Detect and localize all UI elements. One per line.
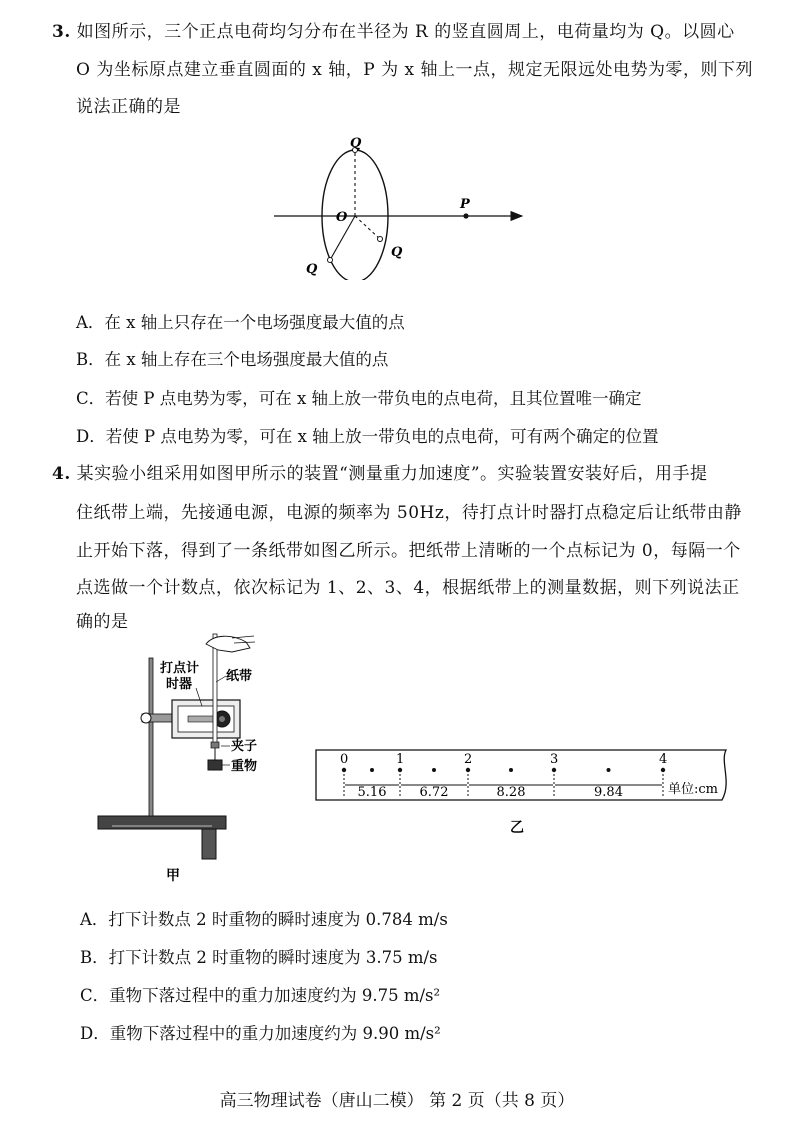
label-q-top: Q	[350, 136, 362, 151]
q4-stem-line-4: 点选做一个计数点，依次标记为 1、2、3、4，根据纸带上的测量数据，则下列说法正	[76, 578, 740, 598]
label-q-right: Q	[391, 245, 403, 260]
q3-charge-figure	[270, 135, 530, 280]
charge-right	[378, 237, 383, 242]
paper-tape	[213, 634, 217, 744]
q3-option-a: A．在 x 轴上只存在一个电场强度最大值的点	[76, 313, 405, 332]
tape-intermediate-dot	[370, 768, 374, 772]
tape-count-point	[398, 768, 402, 772]
q4-option-c: C．重物下落过程中的重力加速度约为 9.75 m/s²	[80, 986, 441, 1005]
q4-stem-line-2: 住纸带上端，先接通电源，电源的频率为 50Hz，待打点计时器打点稳定后让纸带由静	[76, 503, 742, 523]
q4-stem-line-5: 确的是	[76, 612, 129, 632]
q4-option-a: A．打下计数点 2 时重物的瞬时速度为 0.784 m/s	[80, 910, 448, 929]
q4-option-d: D．重物下落过程中的重力加速度约为 9.90 m/s²	[80, 1024, 441, 1043]
label-p: P	[460, 197, 470, 212]
weight	[208, 760, 222, 770]
tape-count-point	[552, 768, 556, 772]
clip-label: 夹子	[231, 739, 258, 754]
tape-intermediate-dot	[509, 768, 513, 772]
tape-distance-label: 5.16	[357, 785, 387, 800]
q4-option-b: B．打下计数点 2 时重物的瞬时速度为 3.75 m/s	[80, 948, 438, 967]
q4-stem-line-1: 4. 某实验小组采用如图甲所示的装置“测量重力加速度”。实验装置安装好后，用手提	[52, 464, 708, 484]
tape-figure	[310, 742, 740, 842]
timer-label-1: 打点计	[160, 661, 200, 676]
charge-left	[328, 258, 333, 263]
table-top	[98, 816, 226, 829]
q4-number: 4.	[52, 464, 71, 484]
point-p	[463, 213, 468, 218]
weight-label: 重物	[231, 759, 258, 774]
tape-mark-label: 3	[550, 752, 559, 767]
stand-rod	[149, 658, 153, 816]
label-q-left: Q	[306, 262, 318, 277]
label-o: O	[336, 210, 348, 225]
q3-stem-line-3: 说法正确的是	[76, 97, 181, 117]
tape-mark-label: 2	[464, 752, 473, 767]
tape-mark-label: 4	[659, 752, 668, 767]
tape-mark-label: 0	[340, 752, 349, 767]
radius-right	[355, 216, 380, 239]
page-footer: 高三物理试卷（唐山二模） 第 2 页（共 8 页）	[219, 1091, 575, 1111]
tape-count-point	[466, 768, 470, 772]
q3-stem-line-1: 3. 如图所示，三个正点电荷均匀分布在半径为 R 的竖直圆周上，电荷量均为 Q。以圆心	[52, 22, 735, 42]
tape-label: 纸带	[226, 669, 253, 684]
caption-yi: 乙	[510, 820, 524, 836]
tape-mark-label: 1	[396, 752, 405, 767]
tape-intermediate-dot	[607, 768, 611, 772]
table-leg	[202, 829, 216, 859]
tape-count-point	[661, 768, 665, 772]
q3-option-d: D．若使 P 点电势为零，可在 x 轴上放一带负电的点电荷，可有两个确定的位置	[76, 427, 659, 446]
caption-jia: 甲	[166, 868, 180, 884]
tape-distance-label: 6.72	[419, 785, 449, 800]
timer-label-2: 时器	[166, 677, 193, 692]
tape-count-point	[342, 768, 346, 772]
tape-intermediate-dot	[432, 768, 436, 772]
clip	[211, 742, 219, 748]
q3-option-b: B．在 x 轴上存在三个电场强度最大值的点	[76, 350, 389, 369]
q4-stem-line-3: 止开始下落，得到了一条纸带如图乙所示。把纸带上清晰的一个点标记为 0，每隔一个	[76, 541, 741, 561]
tape-distance-label: 8.28	[496, 785, 526, 800]
apparatus-figure	[92, 628, 292, 888]
q3-stem-line-2: O 为坐标原点建立垂直圆面的 x 轴，P 为 x 轴上一点，规定无限远处电势为零，则下列	[76, 60, 753, 80]
q3-option-c: C．若使 P 点电势为零，可在 x 轴上放一带负电的点电荷，且其位置唯一确定	[76, 389, 642, 408]
q3-number: 3.	[52, 22, 71, 42]
tape-unit: 单位:cm	[668, 782, 718, 797]
tape-distance-label: 9.84	[594, 785, 623, 800]
